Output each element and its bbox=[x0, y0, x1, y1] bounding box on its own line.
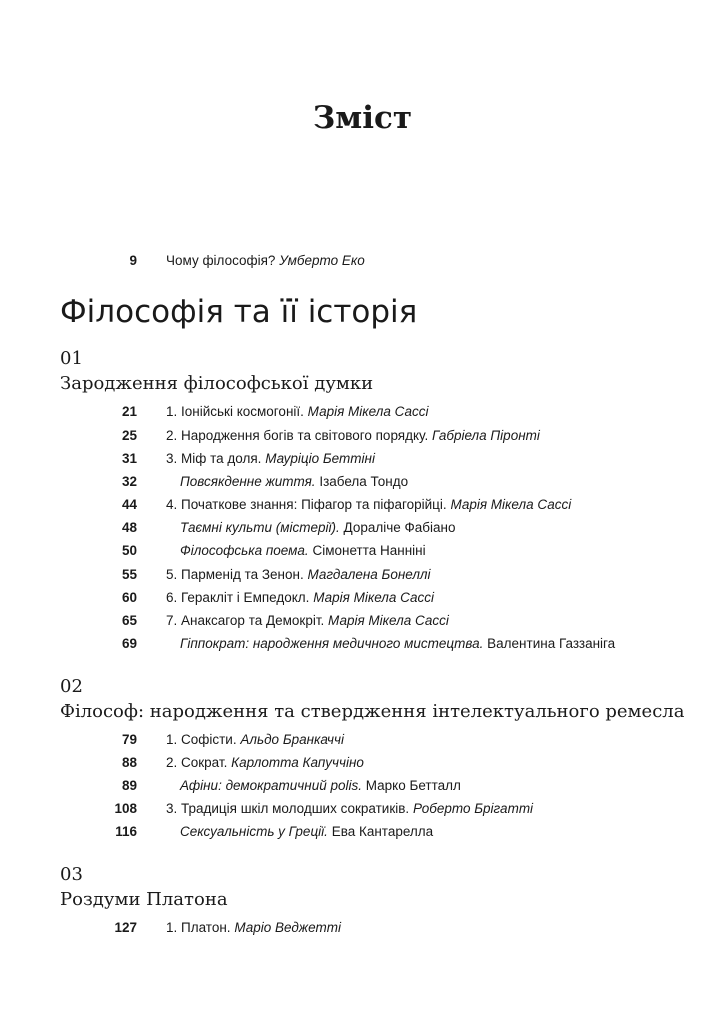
page-number: 48 bbox=[121, 520, 137, 535]
toc-entry-sidebar[interactable] bbox=[0, 472, 725, 492]
entry-author: Мауріціо Беттіні bbox=[265, 451, 375, 466]
entry-title: Сексуальність у Греції. bbox=[180, 824, 328, 839]
toc-entry-sidebar[interactable] bbox=[0, 518, 725, 538]
page-number: 55 bbox=[121, 567, 137, 582]
entry-text bbox=[166, 402, 429, 422]
entry-title: 2. Сократ. bbox=[166, 755, 228, 770]
toc-entry[interactable] bbox=[0, 402, 725, 422]
entry-title: Афіни: демократичний polis. bbox=[180, 778, 362, 793]
entry-author: Умберто Еко bbox=[279, 253, 365, 268]
entry-title: 1. Платон. bbox=[166, 920, 231, 935]
page-number: 31 bbox=[121, 451, 137, 466]
entry-title: 1. Іонійські космогонії. bbox=[166, 404, 304, 419]
toc-entry[interactable] bbox=[0, 449, 725, 469]
entry-text bbox=[180, 634, 615, 654]
page-number: 25 bbox=[121, 428, 137, 443]
toc-entry-intro[interactable] bbox=[0, 251, 725, 271]
toc-entry[interactable] bbox=[0, 753, 725, 773]
entry-author: Марко Бетталл bbox=[365, 778, 461, 793]
entry-title: Чому філософія? bbox=[166, 253, 276, 268]
toc-entry-sidebar[interactable] bbox=[0, 634, 725, 654]
chapter-number: 01 bbox=[60, 348, 83, 369]
page-number: 79 bbox=[121, 732, 137, 747]
entry-author: Марія Мікела Сассі bbox=[328, 613, 449, 628]
entry-text bbox=[166, 588, 434, 608]
toc-entry[interactable] bbox=[0, 918, 725, 938]
entry-text bbox=[166, 565, 431, 585]
page-number: 69 bbox=[121, 636, 137, 651]
entry-text bbox=[180, 472, 408, 492]
entry-author: Марія Мікела Сассі bbox=[313, 590, 435, 605]
entry-author: Магдалена Бонеллі bbox=[307, 567, 431, 582]
entry-text bbox=[166, 918, 341, 938]
chapter-number: 03 bbox=[60, 864, 83, 885]
page-title: Зміст bbox=[312, 100, 413, 136]
entry-text bbox=[180, 822, 433, 842]
entry-text bbox=[180, 518, 456, 538]
entry-text bbox=[166, 753, 364, 773]
entry-title: 7. Анаксагор та Демокріт. bbox=[166, 613, 325, 628]
page-number: 60 bbox=[121, 590, 137, 605]
page-number: 44 bbox=[121, 497, 137, 512]
toc-entry[interactable] bbox=[0, 611, 725, 631]
chapter-number: 02 bbox=[60, 676, 83, 697]
entry-text bbox=[166, 495, 571, 515]
entry-title: Філософська поема. bbox=[180, 543, 309, 558]
entry-title: 4. Початкове знання: Піфагор та піфагорійці. bbox=[166, 497, 447, 512]
entry-title: 5. Парменід та Зенон. bbox=[166, 567, 304, 582]
entry-author: Ева Кантарелла bbox=[331, 824, 434, 839]
entry-text bbox=[180, 541, 426, 561]
page-number: 116 bbox=[115, 824, 137, 839]
entry-title: Гіппократ: народження медичного мистецтва. bbox=[180, 636, 484, 651]
toc-entry[interactable] bbox=[0, 495, 725, 515]
entry-text bbox=[180, 776, 461, 796]
toc-entry[interactable] bbox=[0, 565, 725, 585]
chapter-title: Зародження філософської думки bbox=[60, 373, 374, 394]
entry-text bbox=[166, 611, 449, 631]
page-number: 127 bbox=[114, 920, 137, 935]
page-number: 108 bbox=[114, 801, 137, 816]
entry-author: Марія Мікела Сассі bbox=[307, 404, 429, 419]
page-number: 89 bbox=[121, 778, 137, 793]
page-number: 50 bbox=[121, 543, 137, 558]
toc-entry[interactable] bbox=[0, 426, 725, 446]
entry-text bbox=[166, 449, 375, 469]
toc-entry[interactable] bbox=[0, 730, 725, 750]
entry-author: Сімонетта Нанніні bbox=[312, 543, 426, 558]
toc-entry[interactable] bbox=[0, 588, 725, 608]
page-number: 88 bbox=[121, 755, 137, 770]
entry-title: 6. Геракліт і Емпедокл. bbox=[166, 590, 310, 605]
entry-text bbox=[166, 799, 533, 819]
entry-text bbox=[166, 251, 365, 271]
entry-author: Ізабела Тондо bbox=[319, 474, 409, 489]
page-number: 21 bbox=[121, 404, 137, 419]
entry-author: Марія Мікела Сассі bbox=[450, 497, 572, 512]
page-number: 32 bbox=[121, 474, 137, 489]
chapter-title: Роздуми Платона bbox=[60, 889, 228, 910]
toc-entry-sidebar[interactable] bbox=[0, 822, 725, 842]
page-number: 65 bbox=[121, 613, 137, 628]
entry-author: Маріо Веджетті bbox=[234, 920, 341, 935]
entry-text bbox=[166, 426, 540, 446]
entry-author: Карлотта Капуччіно bbox=[231, 755, 364, 770]
entry-title: 1. Софісти. bbox=[166, 732, 237, 747]
toc-entry-sidebar[interactable] bbox=[0, 541, 725, 561]
entry-author: Роберто Брігатті bbox=[412, 801, 534, 816]
page-number: 9 bbox=[129, 253, 137, 268]
entry-text bbox=[166, 730, 344, 750]
chapter-title: Філософ: народження та ствердження інтелектуального ремесла bbox=[60, 701, 685, 722]
entry-author: Габріела Піронті bbox=[431, 428, 540, 443]
entry-title: 2. Народження богів та світового порядку. bbox=[166, 428, 429, 443]
entry-title: Таємні культи (містерії). bbox=[180, 520, 340, 535]
toc-entry-sidebar[interactable] bbox=[0, 776, 725, 796]
entry-title: 3. Міф та доля. bbox=[166, 451, 262, 466]
entry-author: Валентина Газзаніга bbox=[487, 636, 616, 651]
entry-title: Повсякденне життя. bbox=[180, 474, 316, 489]
entry-author: Альдо Бранкаччі bbox=[240, 732, 344, 747]
part-title: Філософія та її історія bbox=[60, 294, 418, 330]
entry-author: Дораліче Фабіано bbox=[343, 520, 456, 535]
toc-entry[interactable] bbox=[0, 799, 725, 819]
entry-title: 3. Традиція шкіл молодших сократиків. bbox=[166, 801, 410, 816]
